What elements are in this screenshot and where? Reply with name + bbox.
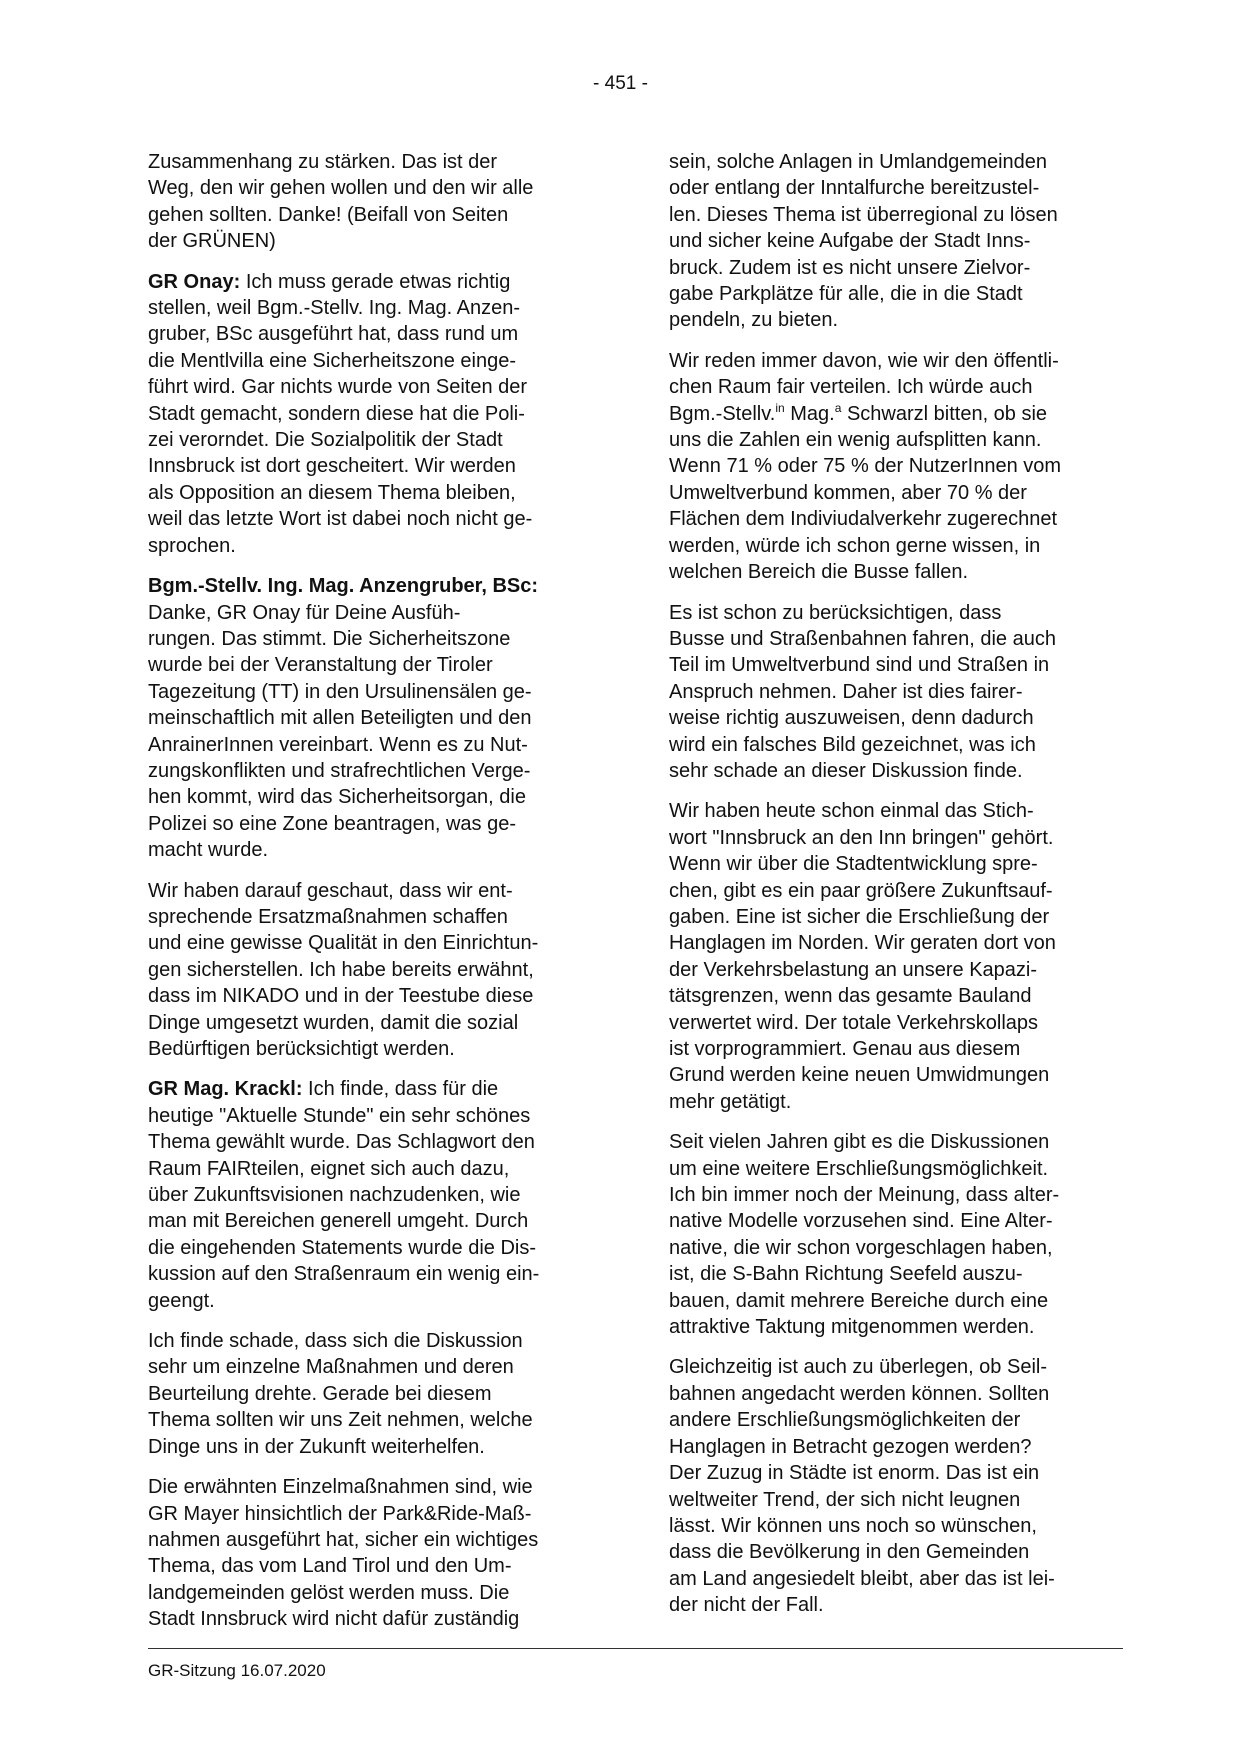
text-line: Flächen dem Indiviudalverkehr zugerechnet <box>669 508 1057 531</box>
text-line: macht wurde. <box>148 839 269 862</box>
text-line: gehen sollten. Danke! (Beifall von Seiten <box>148 203 509 226</box>
speech-onay <box>148 269 596 559</box>
text-line: Stadt gemacht, sondern diese hat die Poli- <box>148 402 525 425</box>
footer-session-date: GR-Sitzung 16.07.2020 <box>148 1661 326 1680</box>
text-line: Ich bin immer noch der Meinung, dass alter- <box>669 1184 1060 1207</box>
text-line: chen, gibt es ein paar größere Zukunftsauf- <box>669 879 1053 902</box>
text-line: landgemeinden gelöst werden muss. Die <box>148 1581 510 1604</box>
text-line: Wir haben heute schon einmal das Stich- <box>669 800 1034 823</box>
text-line: chen Raum fair verteilen. Ich würde auch <box>669 376 1033 399</box>
text-line: und sicher keine Aufgabe der Stadt Inns- <box>669 230 1031 253</box>
text-line: Es ist schon zu berücksichtigen, dass <box>669 601 1002 624</box>
text-line <box>148 269 596 295</box>
text-line: Wir reden immer davon, wie wir den öffentli- <box>669 349 1059 372</box>
text-line: Gleichzeitig ist auch zu überlegen, ob Seil- <box>669 1356 1047 1379</box>
text-line: hen kommt, wird das Sicherheitsorgan, die <box>148 786 526 809</box>
text-line: wurde bei der Veranstaltung der Tiroler <box>148 654 493 677</box>
text-line: werden, würde ich schon gerne wissen, in <box>669 534 1041 557</box>
speech-krackl <box>148 1076 596 1314</box>
text-line: uns die Zahlen ein wenig aufsplitten kann. <box>669 429 1042 452</box>
text-line: Der Zuzug in Städte ist enorm. Das ist ein <box>669 1462 1040 1485</box>
text-line: stellen, weil Bgm.-Stellv. Ing. Mag. Anzen- <box>148 297 521 320</box>
paragraph <box>669 149 1117 334</box>
text-line: gen sicherstellen. Ich habe bereits erwähnt, <box>148 958 534 981</box>
text-line: lässt. Wir können uns noch so wünschen, <box>669 1514 1037 1537</box>
text-line: um eine weitere Erschließungsmöglichkeit. <box>669 1157 1049 1180</box>
text-line: Innsbruck ist dort gescheitert. Wir werden <box>148 455 516 478</box>
text-line: der Verkehrsbelastung an unsere Kapazi- <box>669 958 1038 981</box>
text-line: am Land angesiedelt bleibt, aber das ist lei- <box>669 1567 1055 1590</box>
text-line: wird ein falsches Bild gezeichnet, was ich <box>669 733 1036 756</box>
paragraph <box>669 1129 1117 1340</box>
text-line: tätsgrenzen, wenn das gesamte Bauland <box>669 985 1032 1008</box>
text-line: rungen. Das stimmt. Die Sicherheitszone <box>148 627 511 650</box>
text-line: sprochen. <box>148 534 236 557</box>
paragraph <box>148 1474 596 1632</box>
text-line: Teil im Umweltverbund sind und Straßen in <box>669 654 1050 677</box>
text-line: Zusammenhang zu stärken. Das ist der <box>148 151 498 173</box>
text-line: Busse und Straßenbahnen fahren, die auch <box>669 627 1056 650</box>
text-line: die Mentlvilla eine Sicherheitszone einge- <box>148 349 516 372</box>
title-text: Mag. <box>784 402 835 425</box>
text-line: sein, solche Anlagen in Umlandgemeinden <box>669 151 1048 173</box>
paragraph <box>669 348 1117 586</box>
text-line: Dinge umgesetzt wurden, damit die sozial <box>148 1011 519 1034</box>
text-line: Stadt Innsbruck wird nicht dafür zuständig <box>148 1608 520 1631</box>
speech-text: Ich muss gerade etwas richtig <box>245 270 511 293</box>
text-line: Seit vielen Jahren gibt es die Diskussionen <box>669 1131 1050 1154</box>
text-line: Beurteilung drehte. Gerade bei diesem <box>148 1382 492 1405</box>
text-line: weil das letzte Wort ist dabei noch nicht ge- <box>148 508 533 531</box>
text-line: Thema, das vom Land Tirol und den Um- <box>148 1555 512 1578</box>
text-line: Thema sollten wir uns Zeit nehmen, welche <box>148 1409 533 1432</box>
text-line: Umweltverbund kommen, aber 70 % der <box>669 481 1027 504</box>
text-line: gruber, BSc ausgeführt hat, dass rund um <box>148 323 519 346</box>
text-line: man mit Bereichen generell umgeht. Durch <box>148 1210 529 1233</box>
text-line: und eine gewisse Qualität in den Einrichtun- <box>148 932 539 955</box>
text-line: wort "Innsbruck an den Inn bringen" gehört. <box>669 826 1054 849</box>
text-line: Raum FAIRteilen, eignet sich auch dazu, <box>148 1157 510 1180</box>
right-column <box>669 149 1117 1633</box>
paragraph <box>148 1328 596 1460</box>
text-line: sprechende Ersatzmaßnahmen schaffen <box>148 905 508 928</box>
text-line: über Zukunftsvisionen nachzudenken, wie <box>148 1184 521 1207</box>
text-line: Polizei so eine Zone beantragen, was ge- <box>148 812 517 835</box>
text-line: Ich finde schade, dass sich die Diskussion <box>148 1330 523 1353</box>
speaker-name: Bgm.-Stellv. Ing. Mag. Anzengruber, BSc: <box>148 575 539 598</box>
text-line: attraktive Taktung mitgenommen werden. <box>669 1316 1035 1339</box>
text-line: Thema gewählt wurde. Das Schlagwort den <box>148 1131 535 1154</box>
text-line: Die erwähnten Einzelmaßnahmen sind, wie <box>148 1476 533 1499</box>
text-line: bauen, damit mehrere Bereiche durch eine <box>669 1289 1049 1312</box>
text-line: Hanglagen im Norden. Wir geraten dort von <box>669 932 1056 955</box>
text-line: ist vorprogrammiert. Genau aus diesem <box>669 1038 1021 1060</box>
text-line: Wenn wir über die Stadtentwicklung spre- <box>669 853 1038 876</box>
text-line: native, die wir schon vorgeschlagen haben, <box>669 1236 1053 1259</box>
text-line: gaben. Eine ist sicher die Erschließung der <box>669 905 1050 928</box>
text-line: mehr getätigt. <box>669 1090 792 1113</box>
speech-anzengruber <box>148 573 596 863</box>
text-line: Wir haben darauf geschaut, dass wir ent- <box>148 879 513 902</box>
page-number: - 451 - <box>593 73 648 94</box>
text-line: AnrainerInnen vereinbart. Wenn es zu Nut- <box>148 733 528 756</box>
text-line: Hanglagen in Betracht gezogen werden? <box>669 1435 1032 1458</box>
footer-divider <box>148 1648 1123 1649</box>
text-line: len. Dieses Thema ist überregional zu lösen <box>669 203 1058 226</box>
text-line: heutige "Aktuelle Stunde" ein sehr schönes <box>148 1104 531 1127</box>
text-line <box>669 401 1117 427</box>
text-line: bahnen angedacht werden können. Sollten <box>669 1382 1050 1405</box>
paragraph <box>148 878 596 1063</box>
text-line: Grund werden keine neuen Umwidmungen <box>669 1064 1050 1087</box>
text-line: ist, die S-Bahn Richtung Seefeld auszu- <box>669 1263 1023 1286</box>
text-line: kussion auf den Straßenraum ein wenig ein- <box>148 1263 540 1286</box>
paragraph <box>669 1354 1117 1618</box>
text-line: der GRÜNEN) <box>148 230 276 253</box>
text-line: andere Erschließungsmöglichkeiten der <box>669 1409 1021 1432</box>
title-text: Bgm.-Stellv. <box>669 402 776 425</box>
text-line: pendeln, zu bieten. <box>669 309 839 332</box>
text-line: Tagezeitung (TT) in den Ursulinensälen ge- <box>148 680 532 703</box>
text-line: nahmen ausgeführt hat, sicher ein wichtiges <box>148 1528 539 1551</box>
title-text: Schwarzl bitten, ob sie <box>841 402 1048 425</box>
text-line: Weg, den wir gehen wollen und den wir alle <box>148 177 534 200</box>
text-line: die eingehenden Statements wurde die Dis- <box>148 1236 537 1259</box>
text-line: bruck. Zudem ist es nicht unsere Zielvor- <box>669 256 1031 279</box>
text-line: native Modelle vorzusehen sind. Eine Alter- <box>669 1210 1053 1233</box>
text-line: dass im NIKADO und in der Teestube diese <box>148 985 534 1008</box>
paragraph <box>669 798 1117 1115</box>
text-line: Bedürftigen berücksichtigt werden. <box>148 1038 455 1060</box>
text-line: welchen Bereich die Busse fallen. <box>669 561 969 584</box>
speaker-name: GR Onay: <box>148 270 241 293</box>
superscript: a <box>834 400 842 415</box>
paragraph <box>148 149 596 255</box>
text-line: führt wird. Gar nichts wurde von Seiten der <box>148 376 528 399</box>
superscript: in <box>775 400 785 415</box>
text-line: sehr um einzelne Maßnahmen und deren <box>148 1356 514 1379</box>
text-line: Dinge uns in der Zukunft weiterhelfen. <box>148 1435 485 1458</box>
text-line: Wenn 71 % oder 75 % der NutzerInnen vom <box>669 455 1062 478</box>
text-line: weltweiter Trend, der sich nicht leugnen <box>669 1488 1021 1511</box>
text-line: weise richtig auszuweisen, denn dadurch <box>669 707 1034 730</box>
text-line: GR Mayer hinsichtlich der Park&Ride-Maß- <box>148 1502 532 1525</box>
text-line: verwertet wird. Der totale Verkehrskollaps <box>669 1011 1039 1034</box>
speaker-name: GR Mag. Krackl: <box>148 1078 303 1101</box>
text-line: oder entlang der Inntalfurche bereitzustel- <box>669 177 1040 200</box>
text-line: als Opposition an diesem Thema bleiben, <box>148 481 516 504</box>
text-line <box>148 1076 596 1102</box>
text-line: gabe Parkplätze für alle, die in die Stadt <box>669 283 1023 306</box>
text-line: meinschaftlich mit allen Beteiligten und den <box>148 707 532 730</box>
paragraph <box>669 600 1117 785</box>
text-line: sehr schade an dieser Diskussion finde. <box>669 759 1023 782</box>
speech-text: Ich finde, dass für die <box>308 1078 499 1101</box>
left-column <box>148 149 596 1647</box>
text-line: geengt. <box>148 1289 215 1312</box>
speech-text: Danke, GR Onay für Deine Ausfüh- <box>148 601 461 624</box>
text-line: der nicht der Fall. <box>669 1594 824 1617</box>
text-line: zei verorndet. Die Sozialpolitik der Stadt <box>148 429 503 452</box>
text-line: Anspruch nehmen. Daher ist dies fairer- <box>669 680 1023 703</box>
text-line: dass die Bevölkerung in den Gemeinden <box>669 1541 1030 1564</box>
text-line: zungskonflikten und strafrechtlichen Verge- <box>148 759 531 782</box>
